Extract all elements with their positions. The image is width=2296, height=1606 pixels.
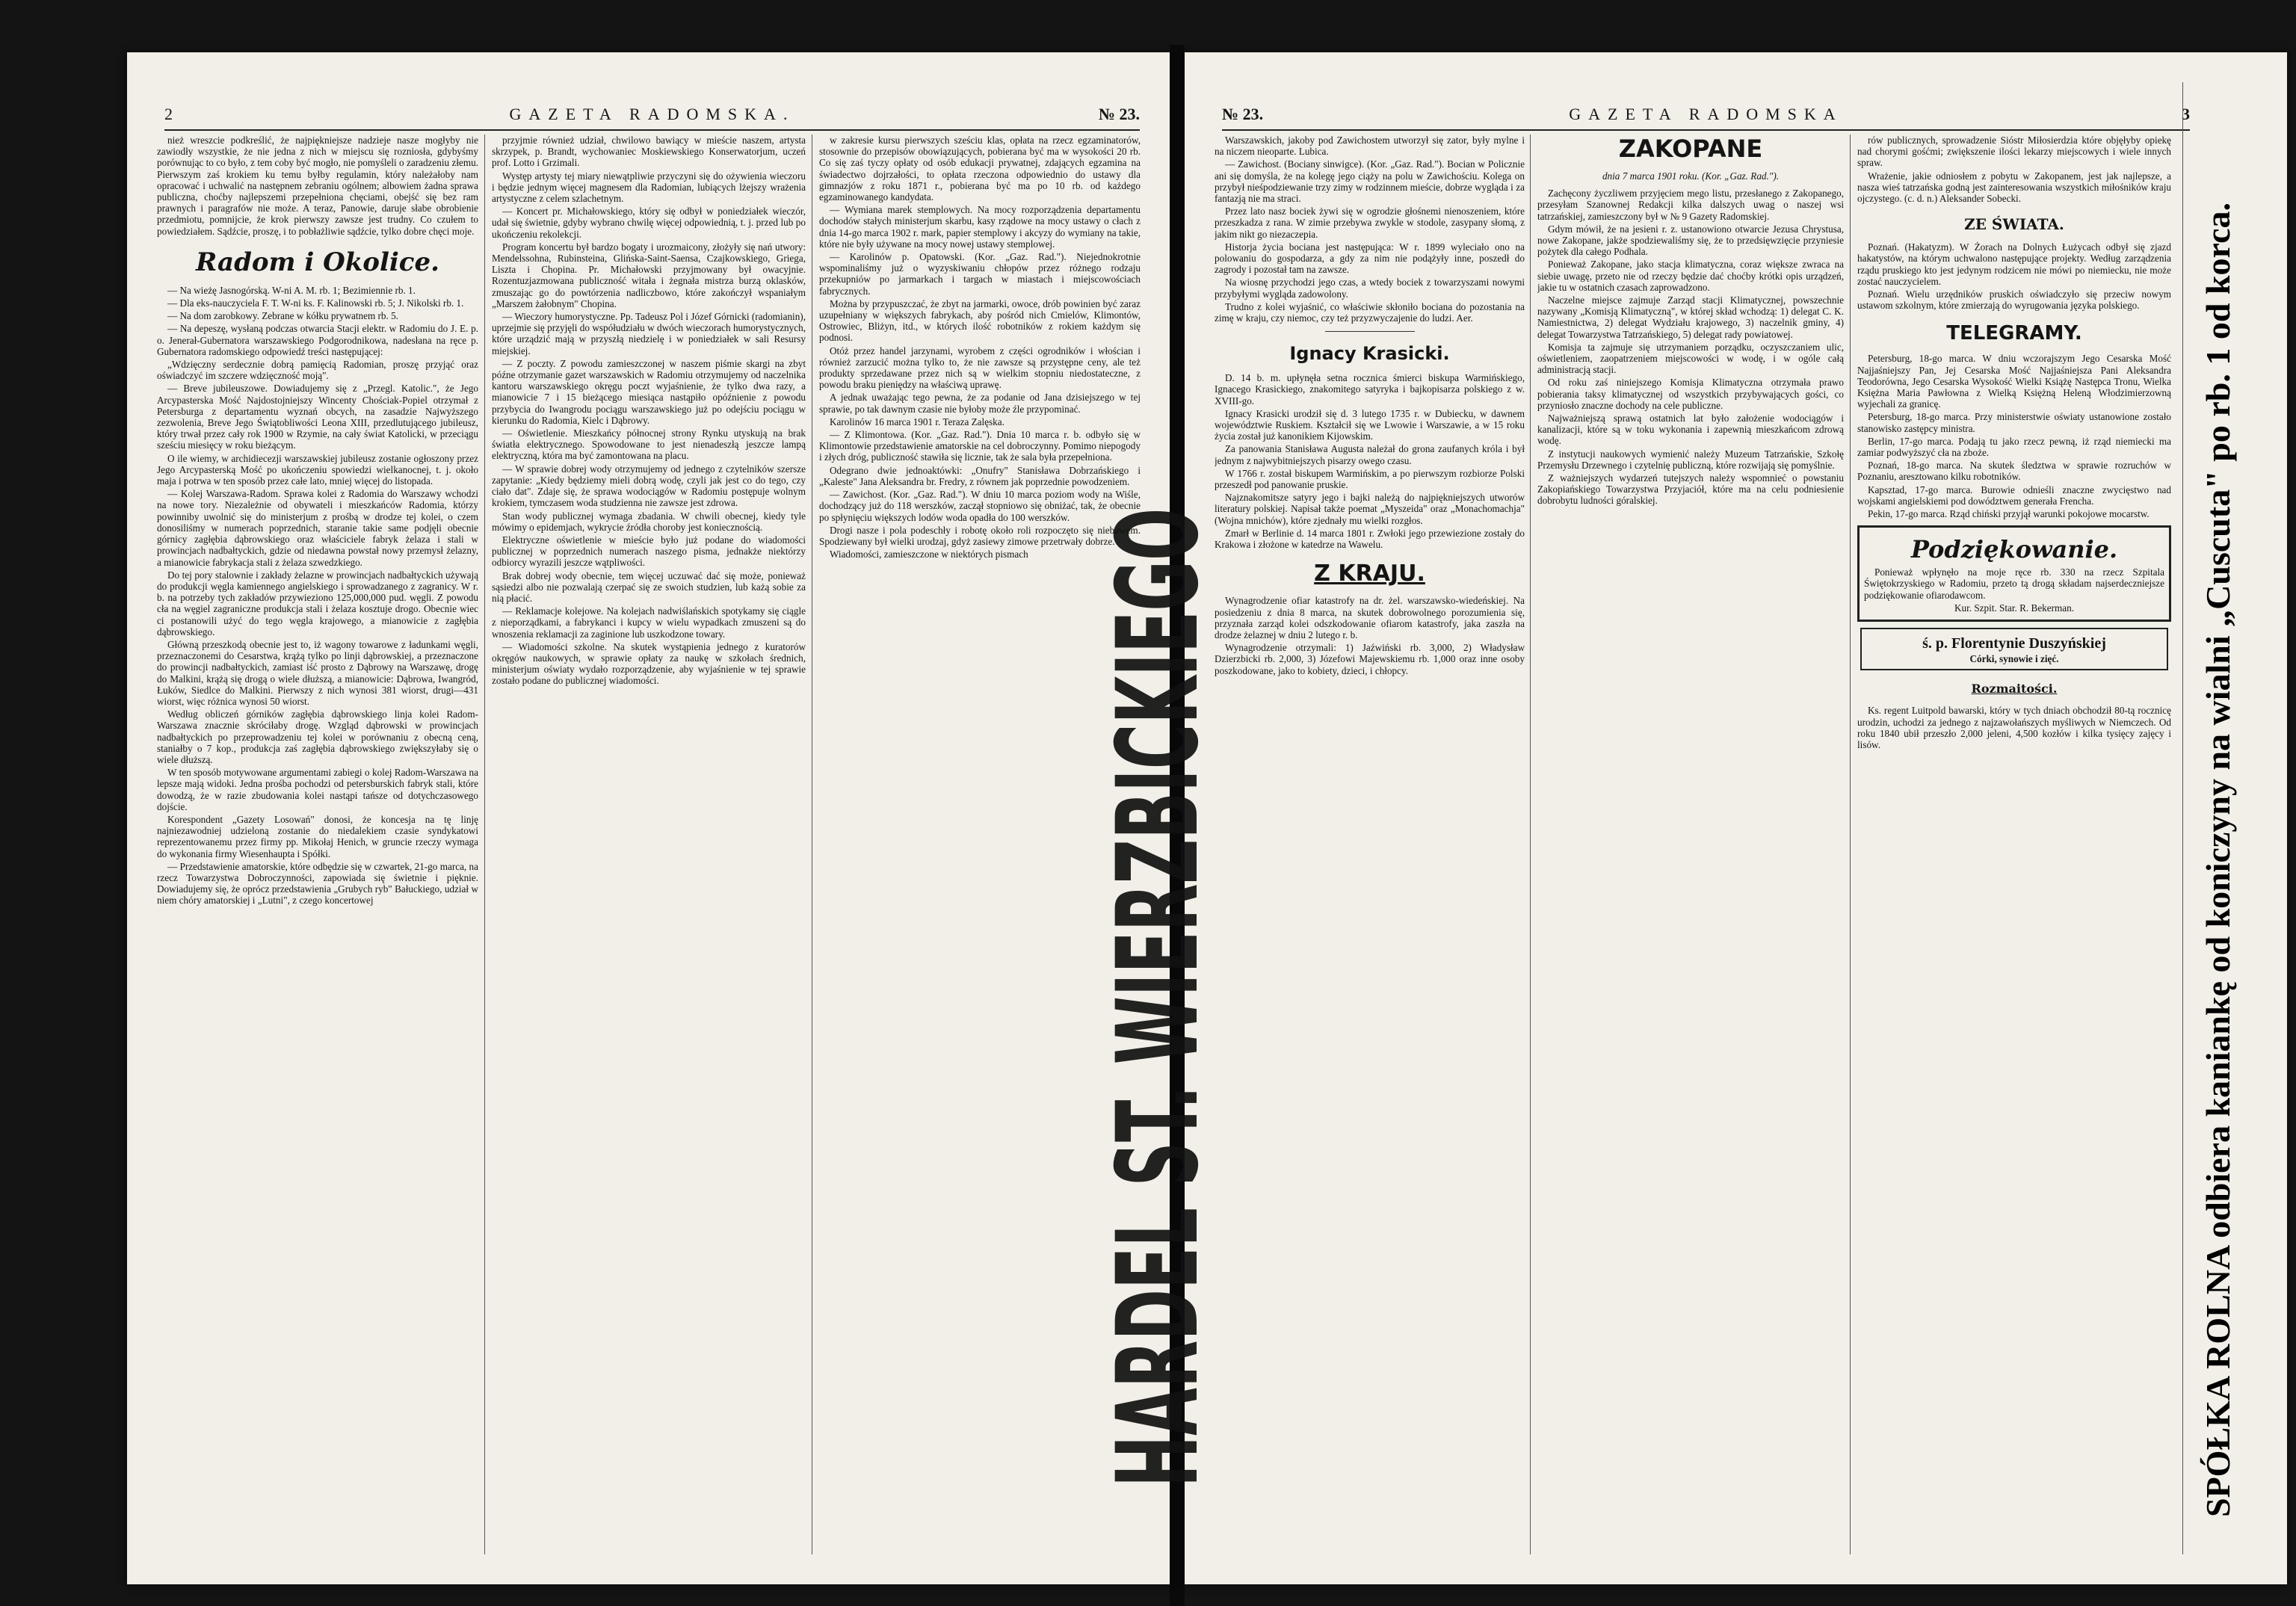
news-item: Karolinów 16 marca 1901 r. Teraza Zalęska. bbox=[830, 416, 1004, 427]
news-item: — Zawichost. (Kor. „Gaz. Rad."). W dniu 10 marca poziom wody na Wiśle, dochodzący już do 118 werszków, zaczął stopniowo się obniżać, tak, że obecnie po spłynięciu większych lodów woda opadła do 100 werszków. bbox=[819, 489, 1141, 523]
left-issue-number: № 23. bbox=[1098, 105, 1140, 123]
news-item: Do tej pory stalownie i zakłady żelazne w prowincjach nadbałtyckich używają do produkcji węgla kamiennego angielskiego i sprowadzanego z zagranicy. W r. b. na potrzeby tych zakładów przywieziono 125,000,000 pud. węgli. Z powodu cła na węgiel zagraniczne produkcja stali i żelaza kosztuje drogo. Obecnie wiec ci postanowili użyć do tego węgla krajowego, a mianowicie z zagłębia dąbrowskiego. bbox=[157, 569, 478, 637]
news-item: Ks. regent Luitpold bawarski, który w tych dniach obchodził 80-tą rocznicę urodzin, uchodzi za jednego z najzawołańszych myśliwych w Niemczech. Od roku 1840 ubił przeszło 2,000 jeleni, 4,500 kozłów i kilka tysięcy zajęcy i lisów. bbox=[1857, 705, 2171, 750]
news-item: — Zawichost. (Bociany sinwigce). (Kor. „Gaz. Rad."). Bocian w Policznie ani się domyśla, że na kolegę jego ciąży na polu w Zawichościu. Kolega on przybył nieśpodziewanie trzy zimy w rodzinnem mieście, dobrze wygląda i za fantazją nie ma straci. bbox=[1215, 158, 1525, 205]
thanks-text: Ponieważ wpłynęło na moje ręce rb. 330 na rzecz Szpitala Świętokrzyskiego w Radomiu, przeto tą drogą składam najserdeczniejsze podziękowanie ofiarodawcom. bbox=[1864, 566, 2164, 601]
news-item: Korespondent „Gazety Losowań" donosi, że koncesja na tę linję najniezawodniej udzieloną zostanie do niedalekiem czasie syndykatowi reprezentowanemu przez firmy pp. Mikołaj Henich, w gruncie rzeczy wymaga do wykonania firmy Wiesenhaupta i Spółki. bbox=[157, 813, 478, 859]
news-item: Poznań. Wielu urzędników pruskich oświadczyło się przeciw nowym ustawom szkolnym, które zmierzają do wyrugowania języka polskiego. bbox=[1857, 288, 2171, 312]
news-item: Główną przeszkodą obecnie jest to, iż wagony towarowe z ładunkami węgli, przeznaczonemi do Cesarstwa, krążą tylko po linji dąbrowskiej, a przeznaczone do prowincji nadbałtyckich, zamiast iść prosto z Dąbrowy na Warszawę, drogę do Malkini, krążą się drogą o wiele dłuższą, a mianowicie: Dąbrowa, Iwangród, Łuków, Siedlce do Malkini. Pierwszy z nich wynosi 381 wiorst, drugi—431 wiorst, więc różnica wynosi 50 wiorst. bbox=[157, 638, 478, 707]
column-rule bbox=[2182, 82, 2183, 1554]
telegram: Pekin, 17-go marca. Rząd chiński przyjął warunki pokojowe mocarstw. bbox=[1868, 508, 2150, 520]
right-column-2 bbox=[1537, 135, 1844, 1562]
news-item: Naczelne miejsce zajmuje Zarząd stacji Klimatycznej, powszechnie nazywany „Komisją Klimatyczną", w której skład wchodzą: 1) delegat C. K. Namiestnictwa, 2) delegat Wydziału krajowego, 3) naczelnik gminy, 4) delegat Towarzystwa Tatrzańskiego, 5) delegat rady powiatowej. bbox=[1537, 294, 1844, 340]
news-item: — Wymiana marek stemplowych. Na mocy rozporządzenia departamentu dochodów stałych ministerjum skarbu, kasy rządowe na mocy ustawy o cłach z dnia 14-go marca 1902 r. mark, papier stemplowy i akcyzy do wymiany na takie, które nie były używane na mocy nowej ustawy stemplowej. bbox=[819, 204, 1141, 250]
signature: Kur. Szpit. Star. R. Bekerman. bbox=[1954, 602, 2075, 614]
header-rule bbox=[164, 129, 1140, 131]
news-item: Wrażenie, jakie odniosłem z pobytu w Zakopanem, jest jak najlepsze, a nasza wieś tatrzańska godną jest zainteresowania wszystkich miłośników kraju ojczystego. (c. d. n.) Aleksander Sobecki. bbox=[1857, 170, 2171, 205]
column-rule bbox=[1850, 135, 1851, 1554]
news-item: Wiadomości, zamieszczone w niektórych pismach bbox=[830, 549, 1028, 560]
news-item: — W sprawie dobrej wody otrzymujemy od jednego z czytelników szersze zapytanie: „Kiedy będziemy mieli dobrą wodę, czyli jak jest co do tego, czy ciało dat". Zdaje się, że sprawa wodociągów w Radomiu postępuje wolnym krokiem, tymczasem woda studzienna nie zawsze jest zdrowa. bbox=[492, 463, 806, 509]
news-item: — Reklamacje kolejowe. Na kolejach nadwiślańskich spotykamy się ciągle z nieporządkami, a fabrykanci i kupcy w wielu wypadkach zmuszeni są do wnoszenia reklamacji za zaginione lub uszkodzone towary. bbox=[492, 605, 806, 640]
news-item: O ile wiemy, w archidiecezji warszawskiej jubileusz zostanie ogłoszony przez Jego Arcypasterską Mość po ukończeniu spowiedzi wielkanocnej, t. j. około maja i potrwa w ten sposób przez całe lato, mniej więcej do listopada. bbox=[157, 452, 478, 487]
column-rule bbox=[1530, 135, 1531, 1554]
news-item: — Z poczty. Z powodu zamieszczonej w naszem piśmie skargi na zbyt późne otrzymanie gazet warszawskich w Radomiu otrzymujemy od naczelnika kantoru warszawskiego okręgu poczt wyjaśnienie, że tylko dwa razy, a mianowicie 7 i 15 bieżącego miesiąca nastąpiło opóźnienie z powodu przybycia do Iwangrodu pociągu warszawskiego już po odejściu pociągu w kierunku do Radomia, Kielc i Dąbrowy. bbox=[492, 357, 806, 426]
news-item: Według obliczeń górników zagłębia dąbrowskiego linja kolei Radom-Warszawa znacznie skróciłaby drogę. Wzgląd dąbrowski w prowincjach nadbałtyckich po przeprowadzeniu tej kolei w porównaniu z obecną ceną, staniałby o 7 kop., produkcja zaś zagłębia dąbrowskiego zwiększyłaby się o wiele dłuższą. bbox=[157, 708, 478, 765]
news-item: — Wieczory humorystyczne. Pp. Tadeusz Pol i Józef Górnicki (radomianin), uprzejmie się przyjęli do współudziału w dwóch wieczorach humorystycznych, które urządzić mają w przyszłą niedzielę i w poniedziałek w sali Resursy miejskiej. bbox=[492, 311, 806, 356]
news-item: w zakresie kursu pierwszych sześciu klas, opłata na rzecz egzaminatorów, stosownie do przepisów obowiązujących, pobierana być ma w wysokości 20 rb. Co się zaś tyczy opłaty od osób edukacji prywatnej, zdających egzamina na świadectwo dojrzałości, to opłata rzeczona odpowiednio do ustawy dla gimnazjów z roku 1871 r., pobierana być ma po 10 rb. od każdego egzaminowanego kandydata. bbox=[819, 135, 1141, 203]
news-item: Komisja ta zajmuje się utrzymaniem porządku, oczyszczaniem ulic, oświetleniem, zaopatrzeniem miejscowości w wodę, i w ogóle całą administracją stacji. bbox=[1537, 341, 1844, 376]
news-item: Z instytucji naukowych wymienić należy Muzeum Tatrzańskie, Szkołę Przemysłu Drzewnego i czytelnię publiczną, które rozwijają się pomyślnie. bbox=[1537, 448, 1844, 471]
right-column-1 bbox=[1215, 135, 1525, 1562]
news-item: Program koncertu był bardzo bogaty i urozmaicony, złożyły się nań utwory: Mendelssohna, Rubinsteina, Glińska-Saint-Saensa, Czajkowskiego, Griega, Liszta i Chopina. Pr. Michałowski przyjmowany był owacyjnie. Rozentuzjazmowana publiczność witała i żegnała mistrza burzą oklasków, zmuszając go do powtórzenia nadliczbowo, które zakończył wspaniałym „Marszem żałobnym" Chopina. bbox=[492, 241, 806, 309]
bio-paragraph: D. 14 b. m. upłynęła setna rocznica śmierci biskupa Warmińskiego, Ignacego Krasickiego, znakomitego satyryka i bajkopisarza polskiego z w. XVIII-go. bbox=[1215, 372, 1525, 407]
left-column-3 bbox=[819, 135, 1141, 1562]
news-item: Wynagrodzenie otrzymali: 1) Jaźwiński rb. 3,000, 2) Władysław Dzierzbicki rb. 2,000, 3) Józefowi Majewskiemu rb. 1,000 oraz inne osoby poszkodowane, jako to kobiety, dzieci, i chłopcy. bbox=[1215, 642, 1525, 676]
section-heading: Podziękowanie. bbox=[1910, 535, 2118, 564]
news-item: — Breve jubileuszowe. Dowiadujemy się z „Przegl. Katolic.", że Jego Arcypasterska Mość Najdostojniejszy Wincenty Chościak-Popiel otrzymał z Petersburga z departamentu wyznań obcych, na zasadzie Najwyższego zezwolenia, Breve Jego Świątobliwości Leona XIII, przedlutującego jubileusz, który trwał przez cały rok 1900 w Rzymie, na cały świat Katolicki, w przeciągu sześciu miesięcy w roku bieżącym. bbox=[157, 383, 478, 451]
section-heading: Z KRAJU. bbox=[1314, 560, 1425, 587]
news-item: Brak dobrej wody obecnie, tem więcej uczuwać dać się może, ponieważ sąsiedzi albo nie pozwalają czerpać się ze swoich studzien, lub każą sobie za nią płacić. bbox=[492, 569, 806, 604]
news-item: — Kolej Warszawa-Radom. Sprawa kolei z Radomia do Warszawy wchodzi na nowe tory. Niezależnie od obywateli i mieszkańców Radomia, którzy powinniby uwolnić się do ministerjum z prośbą w drodze tej kolei, o czem donosiliśmy w numerach poprzednich, staranie takie same podjęli obecnie górnicy zagłębia dąbrowskiego oraz właściciele fabryk żelaza i stali w prowincjach nadbałtyckich, gdzie od niedawna powstał nowy przemysł żelazny, a mianowicie fabrykacja stali z żelaza szwedzkiego. bbox=[157, 488, 478, 568]
left-column-1 bbox=[157, 135, 478, 1562]
news-item: W ten sposób motywowane argumentami zabiegi o kolej Radom-Warszawa na lepsze mają widoki. Jedna prośba pochodzi od petersburskich fabryk stali, które dowodzą, że w razie zbudowania kolei nastąpi tańsze od dotychczasowego dojście. bbox=[157, 767, 478, 812]
news-item: — Karolinów p. Opatowski. (Kor. „Gaz. Rad."). Niejednokrotnie wspominaliśmy już o wyzyskiwaniu chłopów przez różnego rodzaju przekupniów po jarmarkach i targach w miastach i miejscowościach fabrycznych. bbox=[819, 251, 1141, 297]
news-item: — Na dom zarobkowy. Zebrane w kółku prywatnem rb. 5. bbox=[167, 310, 398, 322]
column-rule bbox=[484, 135, 485, 1554]
left-column-2 bbox=[492, 135, 806, 1562]
news-item: Warszawskich, jakoby pod Zawichostem utworzył się zator, były mylne i na niczem nieoparte. Lubica. bbox=[1215, 135, 1525, 158]
article-text: nież wreszcie podkreślić, że najpiękniejsze nadzieje nasze mogłyby nie zawiodły wszystkie, że nie jedna z nich w miejscu się rozniosła, gdybyśmy porównując to co było, z tem coby być mogło, nie pomyśleli o zaradzeniu złemu. Pierwszym zaś krokiem ku temu byłby regulamin, który należałoby nam opracować i uchwalić na następnem zebraniu ogólnem; albowiem żadna sprawa publiczna, choćby najlepszemi przepełniona chęciami, obejść się bez ram prawnych i paragrafów nie może. A teraz, Panowie, daruje słabe obrobienie przedmiotu, pomnijcie, że krok pierwszy zawsze jest trudny. Co czułem to powiedziałem. Sądźcie, proszę, i to pobłażliwie sądźcie, tylko dobre chęci moje. bbox=[157, 135, 478, 237]
left-header bbox=[164, 105, 1140, 127]
news-item: „Wdzięczny serdecznie dobrą pamięcią Radomian, proszę przyjąć oraz oświadczyć im szczere wdzięczność moją". bbox=[157, 359, 478, 382]
bio-paragraph: Zmarł w Berlinie d. 14 marca 1801 r. Zwłoki jego przewiezione zostały do Krakowa i złożone w katedrze na Wawelu. bbox=[1215, 527, 1525, 551]
obituary-notice bbox=[1860, 628, 2168, 670]
news-item: Z ważniejszych wydarzeń tutejszych należy wspomnieć o powstaniu Zakopiańskiego Towarzystwa Przyjaciół, które ma na celu podniesienie dobrobytu ludności góralskiej. bbox=[1537, 472, 1844, 507]
news-item: Wynagrodzenie ofiar katastrofy na dr. żel. warszawsko-wiedeńskiej. Na posiedzeniu z dnia 8 marca, na skutek dobrowolnego porozumienia się, przyznała zarząd kolei odszkodowanie ofiarom katastrofy, jaka zaszła na drodze żelaznej w dniu 2 lutego r. b. bbox=[1215, 595, 1525, 640]
header-rule bbox=[1222, 129, 2190, 131]
news-item: — Przedstawienie amatorskie, które odbędzie się w czwartek, 21-go marca, na rzecz Towarzystwa Dobroczynności, zapowiada się świetnie i pięknie. Dowiadujemy się, że oprócz przedstawienia „Grubych ryb" Bałuckiego, udział w niem chóry amatorskiej i „Lutni", z czego koncertowej bbox=[157, 860, 478, 907]
news-item: Przez lato nasz bociek żywi się w ogrodzie głośnemi nienoszeniem, które przeszkadza z rana. W zimie przebywa zwykle w stodole, zasypany słomą, z jakim nikt go niezaczepia. bbox=[1215, 206, 1525, 240]
news-item: Zachęcony życzliwem przyjęciem mego listu, przesłanego z Zakopanego, przesyłam Szanownej Redakcji kilka dalszych uwag o naszej wsi tatrzańskiej, zamieszczony był w № 9 Gazety Radomskiej. bbox=[1537, 188, 1844, 222]
news-item: Otóż przez handel jarzynami, wyrobem z części ogrodników i włościan i również zarzucić można tylko to, że nie zawsze są przystępne ceny, ale też produkty sprzedawane przez nich są w wielkim stopniu niedostateczne, z powodu braku pieniędzy na właściwą uprawę. bbox=[819, 345, 1141, 391]
news-item: — Na depeszę, wysłaną podczas otwarcia Stacji elektr. w Radomiu do J. E. p. o. Jenerał-Gubernatora warszawskiego Podgorodnikowa, nadesłana na ręce p. Gubernatora radomskiego odpowiedź treści następującej: bbox=[157, 323, 478, 357]
telegram: Petersburg, 18-go marca. Przy ministerstwie oświaty ustanowione zostało stanowisko zastępcy ministra. bbox=[1857, 411, 2171, 434]
bio-paragraph: Za panowania Stanisława Augusta należał do grona zaufanych króla i był jednym z najwybitniejszych pisarzy owego czasu. bbox=[1215, 443, 1525, 466]
telegram: Poznań, 18-go marca. Na skutek śledztwa w sprawie rozruchów w Poznaniu, aresztowano kilku robotników. bbox=[1857, 460, 2171, 483]
notice-title: ś. p. Florentynie Duszyńskiej bbox=[1922, 635, 2106, 652]
section-heading: TELEGRAMY. bbox=[1946, 322, 2082, 345]
news-item: Najważniejszą sprawą ostatnich lat było założenie wodociągów i kanalizacji, które są w toku wykonania i zapewnią mieszkańcom zdrową wodę. bbox=[1537, 413, 1844, 447]
notice-signature: Córki, synowie i zięć. bbox=[1969, 653, 2059, 665]
news-item: Poznań. (Hakatyzm). W Żorach na Dolnych Łużycach odbył się zjazd hakatystów, na którym uchwalono następujące projekty. Według zarządzenia rządu pruskiego kto jest jedynym rodzicem nie mówi po niemiecku, nie może zostać nauczycielem. bbox=[1857, 241, 2171, 287]
right-page-number: 3 bbox=[2182, 105, 2190, 123]
left-page bbox=[127, 52, 1170, 1584]
news-item: Odegrano dwie jednoaktówki: „Onufry" Stanisława Dobrzańskiego i „Kaleste" Jana Aleksandra br. Fredry, z równem jak poprzednie powodzeniem. bbox=[819, 464, 1141, 487]
section-heading: ZAKOPANE bbox=[1618, 135, 1763, 163]
news-item: — Wiadomości szkolne. Na skutek wystąpienia jednego z kuratorów okręgów naukowych, w sprawie opłaty za naukę w szkołach średnich, ministerjum oświaty wydało rozporządzenie, aby wyjaśnienie w tej sprawie zostało podane do publicznej wiadomości. bbox=[492, 640, 806, 687]
section-heading: Ignacy Krasicki. bbox=[1289, 343, 1450, 365]
news-item: Od roku zaś niniejszego Komisja Klimatyczna otrzymała prawo pobierania taksy klimatycznej od wszystkich przybywających gości, co przyniosło znaczne dochody na cele publiczne. bbox=[1537, 377, 1844, 411]
news-item: — Z Klimontowa. (Kor. „Gaz. Rad."). Dnia 10 marca r. b. odbyło się w Klimontowie przedstawienie amatorskie na cel dobroczynny. Pomimo niepogody i złych dróg, publiczność stawiła się licznie, tak że sala była przepełniona. bbox=[819, 429, 1141, 463]
news-item: A jednak uważając tego pewna, że za podanie od Jana dzisiejszego w tej sprawie, po tak dawnym czasie nie byłoby może źle przypominać. bbox=[819, 392, 1141, 415]
news-item: — Oświetlenie. Mieszkańcy północnej strony Rynku utyskują na brak światła elektrycznego. Spowodowane to jest nienadeszłą jeszcze lampą elektryczną, która ma być zamontowana na placu. bbox=[492, 427, 806, 462]
binding-stamp: HARDEL ST. WIERZBICKIEGO bbox=[1093, 507, 1223, 1487]
news-item: Drogi nasze i pola podeschły i robotę około roli rozpoczęto się niebawem. Spodziewany był wielki urodzaj, gdyż zasiewy zimowe przetrwały dobrze. bbox=[819, 524, 1141, 547]
news-item: Historja życia bociana jest następująca: W r. 1899 wyleciało ono na polowaniu do gospodarza, a gdy za nim nie podążyły inne, poszedł do zagrody i pozostał tam na zawsze. bbox=[1215, 241, 1525, 276]
vertical-advertisement: SPÓŁKA ROLNA odbiera kaniankę od koniczyny na wialni „Cuscuta" po rb. 1 od korca. bbox=[2199, 203, 2237, 1517]
bio-paragraph: Ignacy Krasicki urodził się d. 3 lutego 1735 r. w Dubiecku, w dawnem województwie Ruskiem. Kształcił się we Lwowie i Warszawie, a w 15 roku życia został już kanonikiem Kijowskim. bbox=[1215, 407, 1525, 442]
separator bbox=[1325, 331, 1415, 332]
news-item: Stan wody publicznej wymaga zbadania. W chwili obecnej, kiedy tyle mówimy o epidemjach, wykrycie źródła choroby jest koniecznością. bbox=[492, 510, 806, 533]
masthead-right: GAZETA RADOMSKA bbox=[1569, 105, 1843, 123]
right-column-3 bbox=[1857, 135, 2171, 1562]
telegram: Petersburg, 18-go marca. W dniu wczorajszym Jego Cesarska Mość Najjaśniejszy Pan, Jej Cesarska Mość Najjaśniejsza Pani Aleksandra Teodorówna, Jego Cesarska Wysokość Wielki Książę Następca Tronu, Wielka Księżna Maria Pawłowna z Wielką Księżną Heleną Włodzimierzowną wyjechali za granicę. bbox=[1857, 353, 2171, 410]
news-item: Występ artysty tej miary niewątpliwie przyczyni się do ożywienia wieczoru i będzie jednym więcej magnesem dla Radomian, lubiących lżejszy wrażenia artystyczne z celem szlachetnym. bbox=[492, 170, 806, 205]
news-item: przyjmie również udział, chwilowo bawiący w mieście naszem, artysta skrzypek, p. Brandt, wychowaniec Moskiewskiego Konserwatorjum, uczeń prof. Lotto i Grzimali. bbox=[492, 135, 806, 169]
right-header bbox=[1222, 105, 2190, 127]
section-heading: Rozmaitości. bbox=[1971, 682, 2058, 697]
section-heading: ZE ŚWIATA. bbox=[1964, 215, 2064, 234]
right-issue-number: № 23. bbox=[1222, 105, 1264, 123]
news-item: Ponieważ Zakopane, jako stacja klimatyczna, coraz większe zwraca na siebie uwagę, przeto nie od rzeczy będzie dać choćby krótki opis urządzeń, jakie tu w ostatnich czasach zaprowadzono. bbox=[1537, 259, 1844, 293]
right-page bbox=[1185, 52, 2287, 1584]
telegram: Kapsztad, 17-go marca. Burowie odnieśli znaczne zwycięstwo nad wojskami angielskiemi pod dowództwem generała Frencha. bbox=[1857, 484, 2171, 507]
news-item: Można by przypuszczać, że zbyt na jarmarki, owoce, drób powinien być zaraz uzupełniany w większych fabrykach, aby pośród nich Cmielów, Klimontów, Ostrowiec, Bliżyn, itd., w których ilość robotników z rokiem każdym się podnosi. bbox=[819, 297, 1141, 344]
bio-paragraph: Najznakomitsze satyry jego i bajki należą do najpiękniejszych utworów literatury polskiej. Napisał także poemat „Myszeida" oraz „Monachomachja" (Wojna mnichów), które zjednały mu wielki rozgłos. bbox=[1215, 492, 1525, 526]
news-item: — Na wieżę Jasnogórską. W-ni A. M. rb. 1; Bezimiennie rb. 1. bbox=[167, 284, 416, 296]
left-page-number: 2 bbox=[164, 105, 173, 123]
news-item: — Dla eks-nauczyciela F. T. W-ni ks. F. Kalinowski rb. 5; J. Nikolski rb. 1. bbox=[167, 297, 464, 309]
telegram: Berlin, 17-go marca. Podają tu jako rzecz pewną, iż rząd niemiecki ma zamiar podwyższyć cła na zboże. bbox=[1857, 435, 2171, 459]
news-item: rów publicznych, sprowadzenie Sióstr Miłosierdzia które objęłyby opiekę nad chorymi gośćmi; zwiększenie ilości lekarzy miejscowych i wiele innych spraw. bbox=[1857, 135, 2171, 169]
news-item: Gdym mówił, że na jesieni r. z. ustanowiono otwarcie Jezusa Chrystusa, nowe Zakopane, jakże spodziewaliśmy się, że to przedsięwzięcie przyniesie pożytek dla całego Podhala. bbox=[1537, 223, 1844, 258]
masthead-left: GAZETA RADOMSKA. bbox=[509, 105, 795, 123]
news-item: Trudno z kolei wyjaśnić, co właściwie skłoniło bociana do pozostania na zimę w kraju, czy niemoc, czy też przyzwyczajenie do ludzi. Aer. bbox=[1215, 300, 1525, 324]
thanks-box bbox=[1857, 525, 2171, 622]
news-item: — Koncert pr. Michałowskiego, który się odbył w poniedziałek wieczór, udał się świetnie, gdyby wybrano chwilę więcej odpowiednią, t. j. przed lub po ukończeniu rekolekcji. bbox=[492, 206, 806, 240]
news-item: Na wiosnę przychodzi jego czas, a wtedy bociek z towarzyszami nowymi przybyłymi wygląda zadowolony. bbox=[1215, 277, 1525, 300]
bio-paragraph: W 1766 r. został biskupem Warmińskim, a po pierwszym rozbiorze Polski przeszedł pod panowanie pruskie. bbox=[1215, 467, 1525, 491]
section-heading: Radom i Okolice. bbox=[196, 247, 439, 277]
news-item: Elektryczne oświetlenie w mieście było już podane do wiadomości publicznej w poprzednich numerach naszego pisma, jednakże niektórzy odbiorcy wyrazili jeszcze wątpliwości. bbox=[492, 534, 806, 569]
dateline: dnia 7 marca 1901 roku. (Kor. „Gaz. Rad."). bbox=[1602, 170, 1780, 182]
